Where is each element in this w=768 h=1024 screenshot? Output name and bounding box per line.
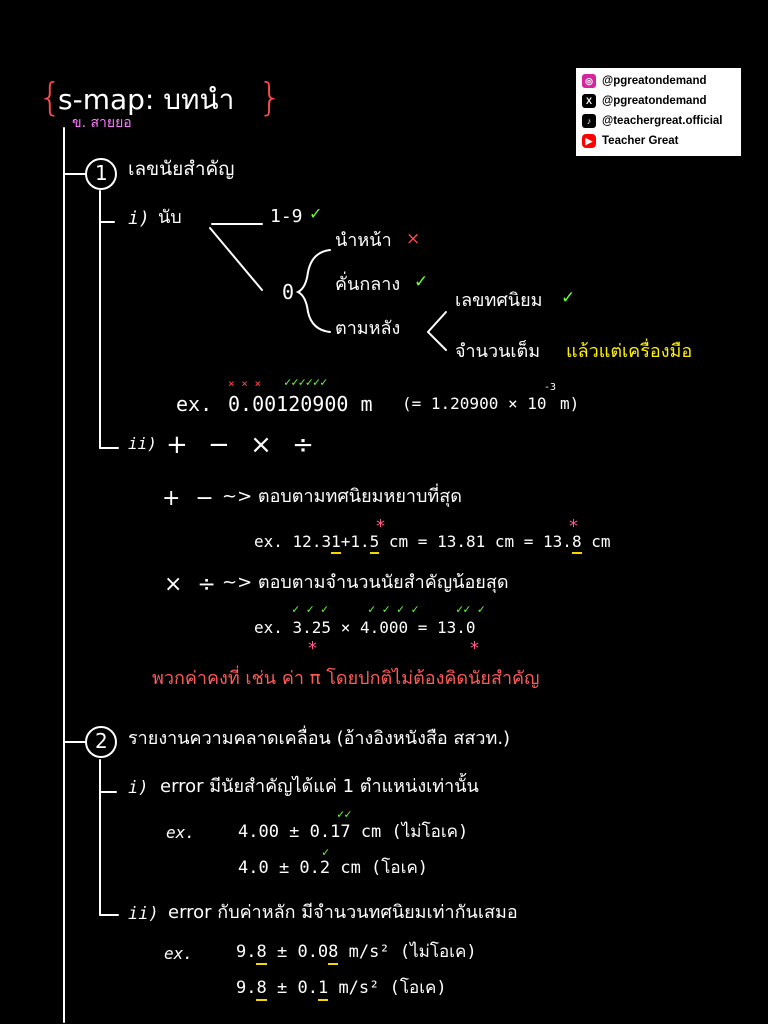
leading-cross-mark: × <box>406 229 421 249</box>
decimal-example-ok: 9.8 ± 0.1 m/s² (โอเค) <box>236 980 447 997</box>
section-1-title: เลขนัยสำคัญ <box>128 158 235 180</box>
decimal-example-bad: 9.8 ± 0.08 m/s² (ไม่โอเค) <box>236 944 477 961</box>
section-2-title: รายงานความคลาดเคลื่อน (อ้างอิงหนังสือ สสวท.) <box>128 728 511 749</box>
ex1-check-marks: ✓✓ <box>337 807 352 821</box>
integer-label: จำนวนเต็ม <box>455 341 541 362</box>
section-2-number: 2 <box>95 729 108 753</box>
mul-example: ex. 3.25 × 4.000 = 13.0 <box>254 618 476 637</box>
constants-note: พวกค่าคงที่ เช่น ค่า π โดยปกติไม่ต้องคิดนัยสำคัญ <box>152 668 540 689</box>
error-one-digit-rule: error มีนัยสำคัญได้แค่ 1 ตำแหน่งเท่านั้น <box>160 776 479 797</box>
ex-check-marks: ✓✓✓✓✓✓ <box>284 375 328 389</box>
zero-label: 0 <box>282 280 295 304</box>
example-unit: m) <box>560 394 580 413</box>
error-decimal-rule: error กับค่าหลัก มีจำนวนทศนิยมเท่ากันเสมอ <box>168 902 518 923</box>
title-open-brace: { <box>38 75 63 119</box>
count-label: นับ <box>158 207 182 228</box>
mul-marks-b: ✓ ✓ ✓ ✓ <box>368 602 419 616</box>
example-exponent: -3 <box>544 382 557 393</box>
instagram-handle: @pgreatondemand <box>602 75 707 87</box>
depends-on-instrument: แล้วแต่เครื่องมือ <box>566 341 693 362</box>
section-1-ii-label: ii) <box>128 434 157 453</box>
star-mark-1: * <box>376 516 385 537</box>
x-icon: X <box>582 94 596 108</box>
example-prefix: ex. <box>176 392 213 416</box>
instagram-icon: ◎ <box>582 74 596 88</box>
author-label: ข. สายยอ <box>72 115 132 131</box>
decimal-label: เลขทศนิยม <box>455 290 543 311</box>
social-instagram[interactable] <box>582 72 707 90</box>
digits-check-mark: ✓ <box>309 204 323 223</box>
ex-cross-marks: × × × <box>228 377 262 390</box>
tiktok-handle: @teachergreat.official <box>602 115 723 127</box>
x-handle: @pgreatondemand <box>602 95 707 107</box>
mul-div-operators: × ÷ <box>164 572 220 597</box>
trailing-zero-label: ตามหลัง <box>335 318 401 339</box>
middle-check-mark: ✓ <box>414 272 429 292</box>
example-value: 0.00120900 m <box>228 392 373 416</box>
social-links-box <box>576 68 741 156</box>
star-mark-2: * <box>569 516 578 537</box>
add-example: ex. 12.31+1.5 cm = 13.81 cm = 13.8 cm <box>254 534 610 550</box>
star-mark-3: * <box>308 638 317 659</box>
mul-div-rule: ~> ตอบตามจำนวนนัยสำคัญน้อยสุด <box>222 572 509 593</box>
digits-1-9: 1-9 <box>270 206 303 227</box>
mul-marks-c: ✓✓ ✓ <box>456 602 485 616</box>
social-x[interactable] <box>582 92 707 110</box>
youtube-channel: Teacher Great <box>602 135 679 147</box>
section-2-i-label: i) <box>128 778 149 798</box>
section-2-i-ex-prefix: ex. <box>166 823 195 842</box>
decimal-check-mark: ✓ <box>561 288 576 308</box>
error-example-bad: 4.00 ± 0.17 cm (ไม่โอเค) <box>238 822 469 842</box>
social-tiktok[interactable] <box>582 112 723 130</box>
leading-zero-label: นำหน้า <box>335 230 392 251</box>
section-2-ii-label: ii) <box>128 904 159 924</box>
example-scientific: (= 1.20900 × 10 <box>402 394 547 413</box>
social-youtube[interactable] <box>582 132 679 150</box>
mul-marks-a: ✓ ✓ ✓ <box>292 602 329 616</box>
title-close-brace: } <box>258 75 283 119</box>
middle-zero-label: คั่นกลาง <box>335 274 401 295</box>
tiktok-icon: ♪ <box>582 114 596 128</box>
add-sub-rule: ~> ตอบตามทศนิยมหยาบที่สุด <box>222 486 462 507</box>
section-2-ii-ex-prefix: ex. <box>164 944 193 963</box>
page-title: s-map: บทนำ <box>58 83 235 116</box>
ex2-check-mark: ✓ <box>322 845 330 859</box>
section-1-number: 1 <box>95 161 108 185</box>
operators: + − × ÷ <box>166 430 320 460</box>
error-example-ok: 4.0 ± 0.2 cm (โอเค) <box>238 858 429 878</box>
star-mark-4: * <box>470 638 479 659</box>
section-1-i-label: i) <box>128 208 150 229</box>
youtube-icon: ▶ <box>582 134 596 148</box>
add-sub-operators: + − <box>162 486 218 511</box>
